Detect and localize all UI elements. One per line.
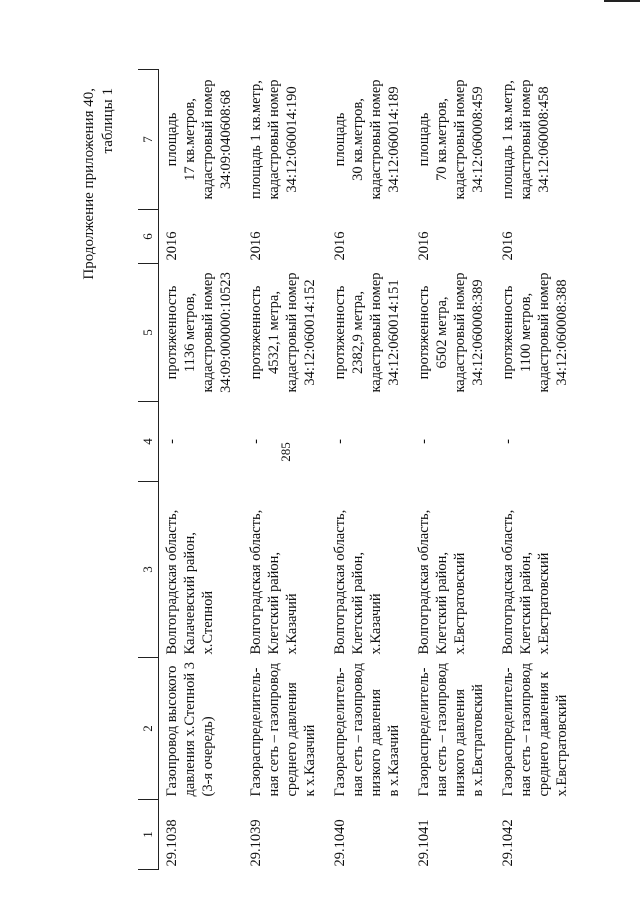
land-plot: площадь 30 кв.метров, кадастровый номер 34:12:060014:189 xyxy=(331,79,402,200)
row-number: 29.1039 xyxy=(247,819,264,867)
header-row xyxy=(138,70,159,870)
object-location: Волгоградская область, Клетский район, х.Казачий xyxy=(331,509,384,655)
table-row xyxy=(243,70,327,870)
land-plot: площадь 17 кв.метров, кадастровый номер 34:09:040608:68 xyxy=(164,79,234,200)
year: 2016 xyxy=(164,231,180,261)
object-name: Газораспределитель- ная сеть – газопровод среднего давления к х.Казачий xyxy=(247,663,318,797)
object-name: Газопровод высокого давления х.Степной 3 (3-я очередь) xyxy=(164,662,216,797)
object-length: протяженность 1136 метров, кадастровый номер 34:09:000000:10523 xyxy=(164,272,234,393)
col-header-4: 4 xyxy=(138,402,159,482)
column-4-value: - xyxy=(164,439,180,444)
object-location: Волгоградская область, Клетский район, х.Казачий xyxy=(247,509,300,655)
land-plot: площадь 1 кв.метр, кадастровый номер 34:12:060014:190 xyxy=(247,79,300,200)
column-4-value: - xyxy=(331,439,348,444)
column-4-value: - xyxy=(415,439,432,444)
col-header-3: 3 xyxy=(138,482,159,658)
land-plot: площадь 1 кв.метр, кадастровый номер 34:12:060008:458 xyxy=(499,79,552,200)
column-4-value: - xyxy=(499,439,516,444)
year: 2016 xyxy=(499,231,516,261)
year: 2016 xyxy=(331,231,348,261)
object-length: протяженность 4532,1 метра, кадастровый номер 34:12:060014:152 xyxy=(247,272,318,393)
col-header-7: 7 xyxy=(138,70,159,210)
row-number: 29.1040 xyxy=(331,819,348,867)
object-name: Газораспределитель- ная сеть – газопровод низкого давления в х.Евстратовский xyxy=(415,663,486,797)
object-location: Волгоградская область, Калачевский район, х.Степной xyxy=(164,509,216,655)
row-number: 29.1038 xyxy=(164,819,180,867)
object-length: протяженность 2382,9 метра, кадастровый номер 34:12:060014:151 xyxy=(331,272,402,393)
caption-line-1: Продолжение приложения 40, xyxy=(81,88,97,280)
column-4-value: - xyxy=(247,439,264,444)
table-row xyxy=(327,70,411,870)
data-table xyxy=(138,69,579,870)
col-header-6: 6 xyxy=(138,210,159,264)
col-header-5: 5 xyxy=(138,264,159,402)
table-row xyxy=(495,70,579,870)
object-length: протяженность 6502 метра, кадастровый номер 34:12:060008:389 xyxy=(415,272,486,393)
object-location: Волгоградская область, Клетский район, х.Евстратовский xyxy=(415,509,468,655)
object-length: протяженность 1100 метров, кадастровый номер 34:12:060008:388 xyxy=(499,272,570,393)
row-number: 29.1041 xyxy=(415,819,432,867)
col-header-2: 2 xyxy=(138,658,159,800)
caption-line-2: таблицы 1 xyxy=(100,88,116,154)
table-caption xyxy=(80,88,118,280)
table-row xyxy=(411,70,495,870)
col-header-1: 1 xyxy=(138,800,159,870)
rotated-page-content xyxy=(80,70,640,870)
year: 2016 xyxy=(415,231,432,261)
table-row xyxy=(159,70,243,870)
page-number: 285 xyxy=(278,442,293,462)
object-name: Газораспределитель- ная сеть – газопровод низкого давления в х.Казачий xyxy=(331,663,402,797)
row-number: 29.1042 xyxy=(499,819,516,867)
year: 2016 xyxy=(247,231,264,261)
object-location: Волгоградская область, Клетский район, х.Евстратовский xyxy=(499,509,552,655)
top-right-rule xyxy=(604,0,640,2)
land-plot: площадь 70 кв.метров, кадастровый номер 34:12:060008:459 xyxy=(415,79,486,200)
object-name: Газораспределитель- ная сеть – газопровод среднего давления к х.Евстратовский xyxy=(499,663,570,797)
